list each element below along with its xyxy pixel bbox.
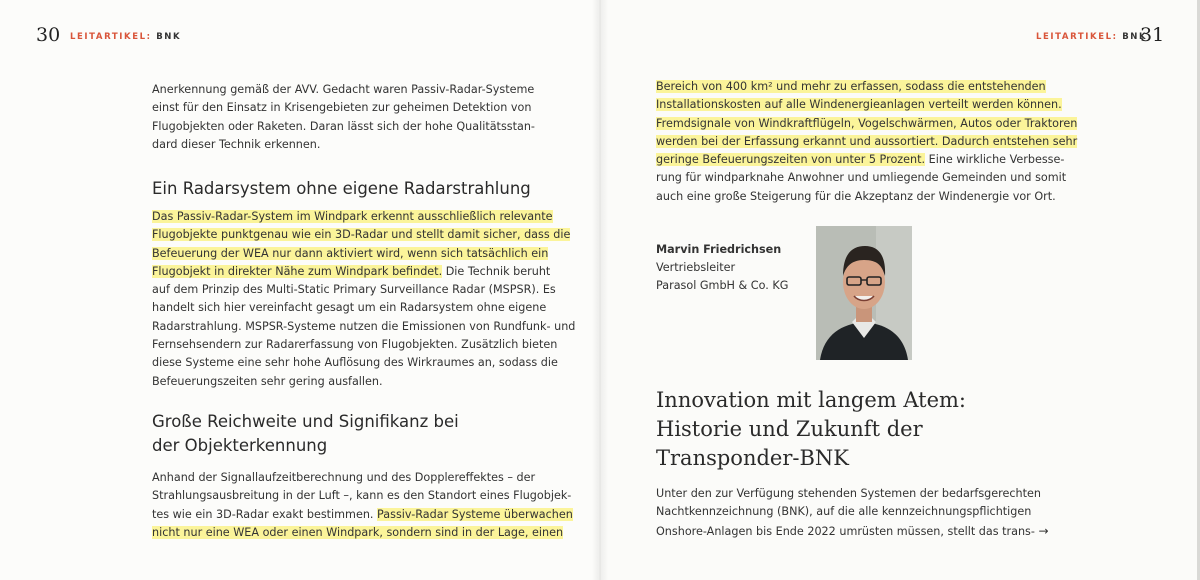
continue-arrow-icon: → xyxy=(1038,523,1049,538)
plain-text: Eine wirkliche Verbesse- xyxy=(925,153,1065,167)
text-line: Befeuerungszeiten sehr gering ausfallen. xyxy=(152,374,383,388)
text-line: auf dem Prinzip des Multi-Static Primary Surveillance Radar (MSPSR). Es xyxy=(152,283,556,297)
section-heading-1: Ein Radarsystem ohne eigene Radarstrahlung xyxy=(152,179,531,198)
page-number-left: 30 xyxy=(36,24,61,46)
highlighted-text: nicht nur eine WEA oder einen Windpark, sondern sind in der Lage, einen xyxy=(152,525,564,539)
text-line xyxy=(656,78,1077,96)
text-line: Onshore-Anlagen bis Ende 2022 umrüsten müssen, stellt das trans- → xyxy=(656,523,1049,538)
plain-text: Die Technik beruht xyxy=(442,264,551,278)
highlighted-text: Flugobjekt in direkter Nähe zum Windpark befindet. xyxy=(152,264,443,278)
portrait-illustration xyxy=(816,226,912,360)
continuation-paragraph xyxy=(656,78,1077,206)
running-header-right xyxy=(1036,32,1147,42)
text-line: diese Systeme eine sehr hohe Auflösung des Wirkraumes an, sodass die xyxy=(152,356,558,370)
text-line xyxy=(656,115,1077,133)
text-line: auch eine große Steigerung für die Akzeptanz der Windenergie vor Ort. xyxy=(656,189,1056,203)
text-line: Radarstrahlung. MSPSR-Systeme nutzen die Emissionen von Rundfunk- und xyxy=(152,319,576,333)
section-2-paragraph xyxy=(152,469,573,542)
text-line: handelt sich hier vereinfacht gesagt um ein Radarsystem ohne eigene xyxy=(152,301,547,315)
highlighted-text: werden bei der Erfassung erkannt und aussortiert. Dadurch entstehen sehr xyxy=(656,134,1078,148)
running-header-left xyxy=(70,32,181,42)
plain-text: tes wie ein 3D-Radar exakt bestimmen. xyxy=(152,507,378,521)
section-heading-2: Große Reichweite und Signifikanz bei der Objekterkennung xyxy=(152,412,459,455)
highlighted-text: Passiv-Radar Systeme überwachen xyxy=(377,507,573,521)
article-headline: Innovation mit langem Atem: Historie und Zukunft der Transponder-BNK xyxy=(656,388,966,470)
text-line: Fernsehsendern zur Radarerfassung von Flugobjekten. Zusätzlich bieten xyxy=(152,338,558,352)
text-line: Nachtkennzeichnung (BNK), auf die alle kennzeichnungspflichtigen xyxy=(656,505,1032,519)
author-portrait-photo xyxy=(816,226,912,360)
text-line xyxy=(152,245,575,263)
text-line: Anhand der Signallaufzeitberechnung und des Dopplereffektes – der xyxy=(152,471,536,484)
running-topic: BNK xyxy=(1122,32,1148,42)
text-line: einst für den Einsatz in Krisengebieten zur geheimen Detektion von xyxy=(152,101,532,115)
article-body-paragraph xyxy=(656,485,1049,541)
section-1-paragraph xyxy=(152,208,575,391)
page-number-right: 31 xyxy=(1140,24,1165,46)
text-line: dard dieser Technik erkennen. xyxy=(152,137,321,151)
book-gutter xyxy=(592,0,608,580)
text-line xyxy=(656,96,1077,114)
running-title: LEITARTIKEL: xyxy=(70,32,152,42)
text-line xyxy=(152,524,573,542)
highlighted-text: Bereich von 400 km² und mehr zu erfassen, sodass die entstehenden xyxy=(656,80,1046,93)
author-name: Marvin Friedrichsen xyxy=(656,243,782,256)
highlighted-text: Befeuerung der WEA nur dann aktiviert wird, wenn sich tatsächlich ein xyxy=(152,246,549,260)
text-line xyxy=(152,208,575,226)
highlighted-text: Flugobjekte punktgenau wie ein 3D-Radar und stellt damit sicher, dass die xyxy=(152,228,571,242)
text-line: Flugobjekten oder Raketen. Daran lässt sich der hohe Qualitätsstan- xyxy=(152,119,535,133)
text-line: Unter den zur Verfügung stehenden Systemen der bedarfsgerechten xyxy=(656,487,1042,500)
highlighted-text: Das Passiv-Radar-System im Windpark erkennt ausschließlich relevante xyxy=(152,210,553,223)
text-line xyxy=(656,151,1077,169)
text-line xyxy=(656,133,1077,151)
author-block xyxy=(656,241,788,295)
intro-paragraph xyxy=(152,81,535,154)
text-line xyxy=(152,263,575,281)
text-line xyxy=(152,226,575,244)
highlighted-text: Installationskosten auf alle Windenergieanlagen verteilt werden können. xyxy=(656,98,1062,112)
author-role: Vertriebsleiter xyxy=(656,261,736,274)
text-line: rung für windparknahe Anwohner und umliegende Gemeinden und somit xyxy=(656,171,1067,185)
text-line: Strahlungsausbreitung in der Luft –, kann es den Standort eines Flugobjek- xyxy=(152,489,572,503)
highlighted-text: geringe Befeuerungszeiten von unter 5 Prozent. xyxy=(656,153,926,167)
left-page xyxy=(0,0,598,580)
text-line xyxy=(152,506,573,524)
running-title: LEITARTIKEL: xyxy=(1036,32,1118,42)
highlighted-text: Fremdsignale von Windkraftflügeln, Vogelschwärmen, Autos oder Traktoren xyxy=(656,116,1078,130)
author-company: Parasol GmbH & Co. KG xyxy=(656,279,789,292)
running-topic: BNK xyxy=(156,32,182,42)
text-line: Anerkennung gemäß der AVV. Gedacht waren Passiv-Radar-Systeme xyxy=(152,83,535,96)
